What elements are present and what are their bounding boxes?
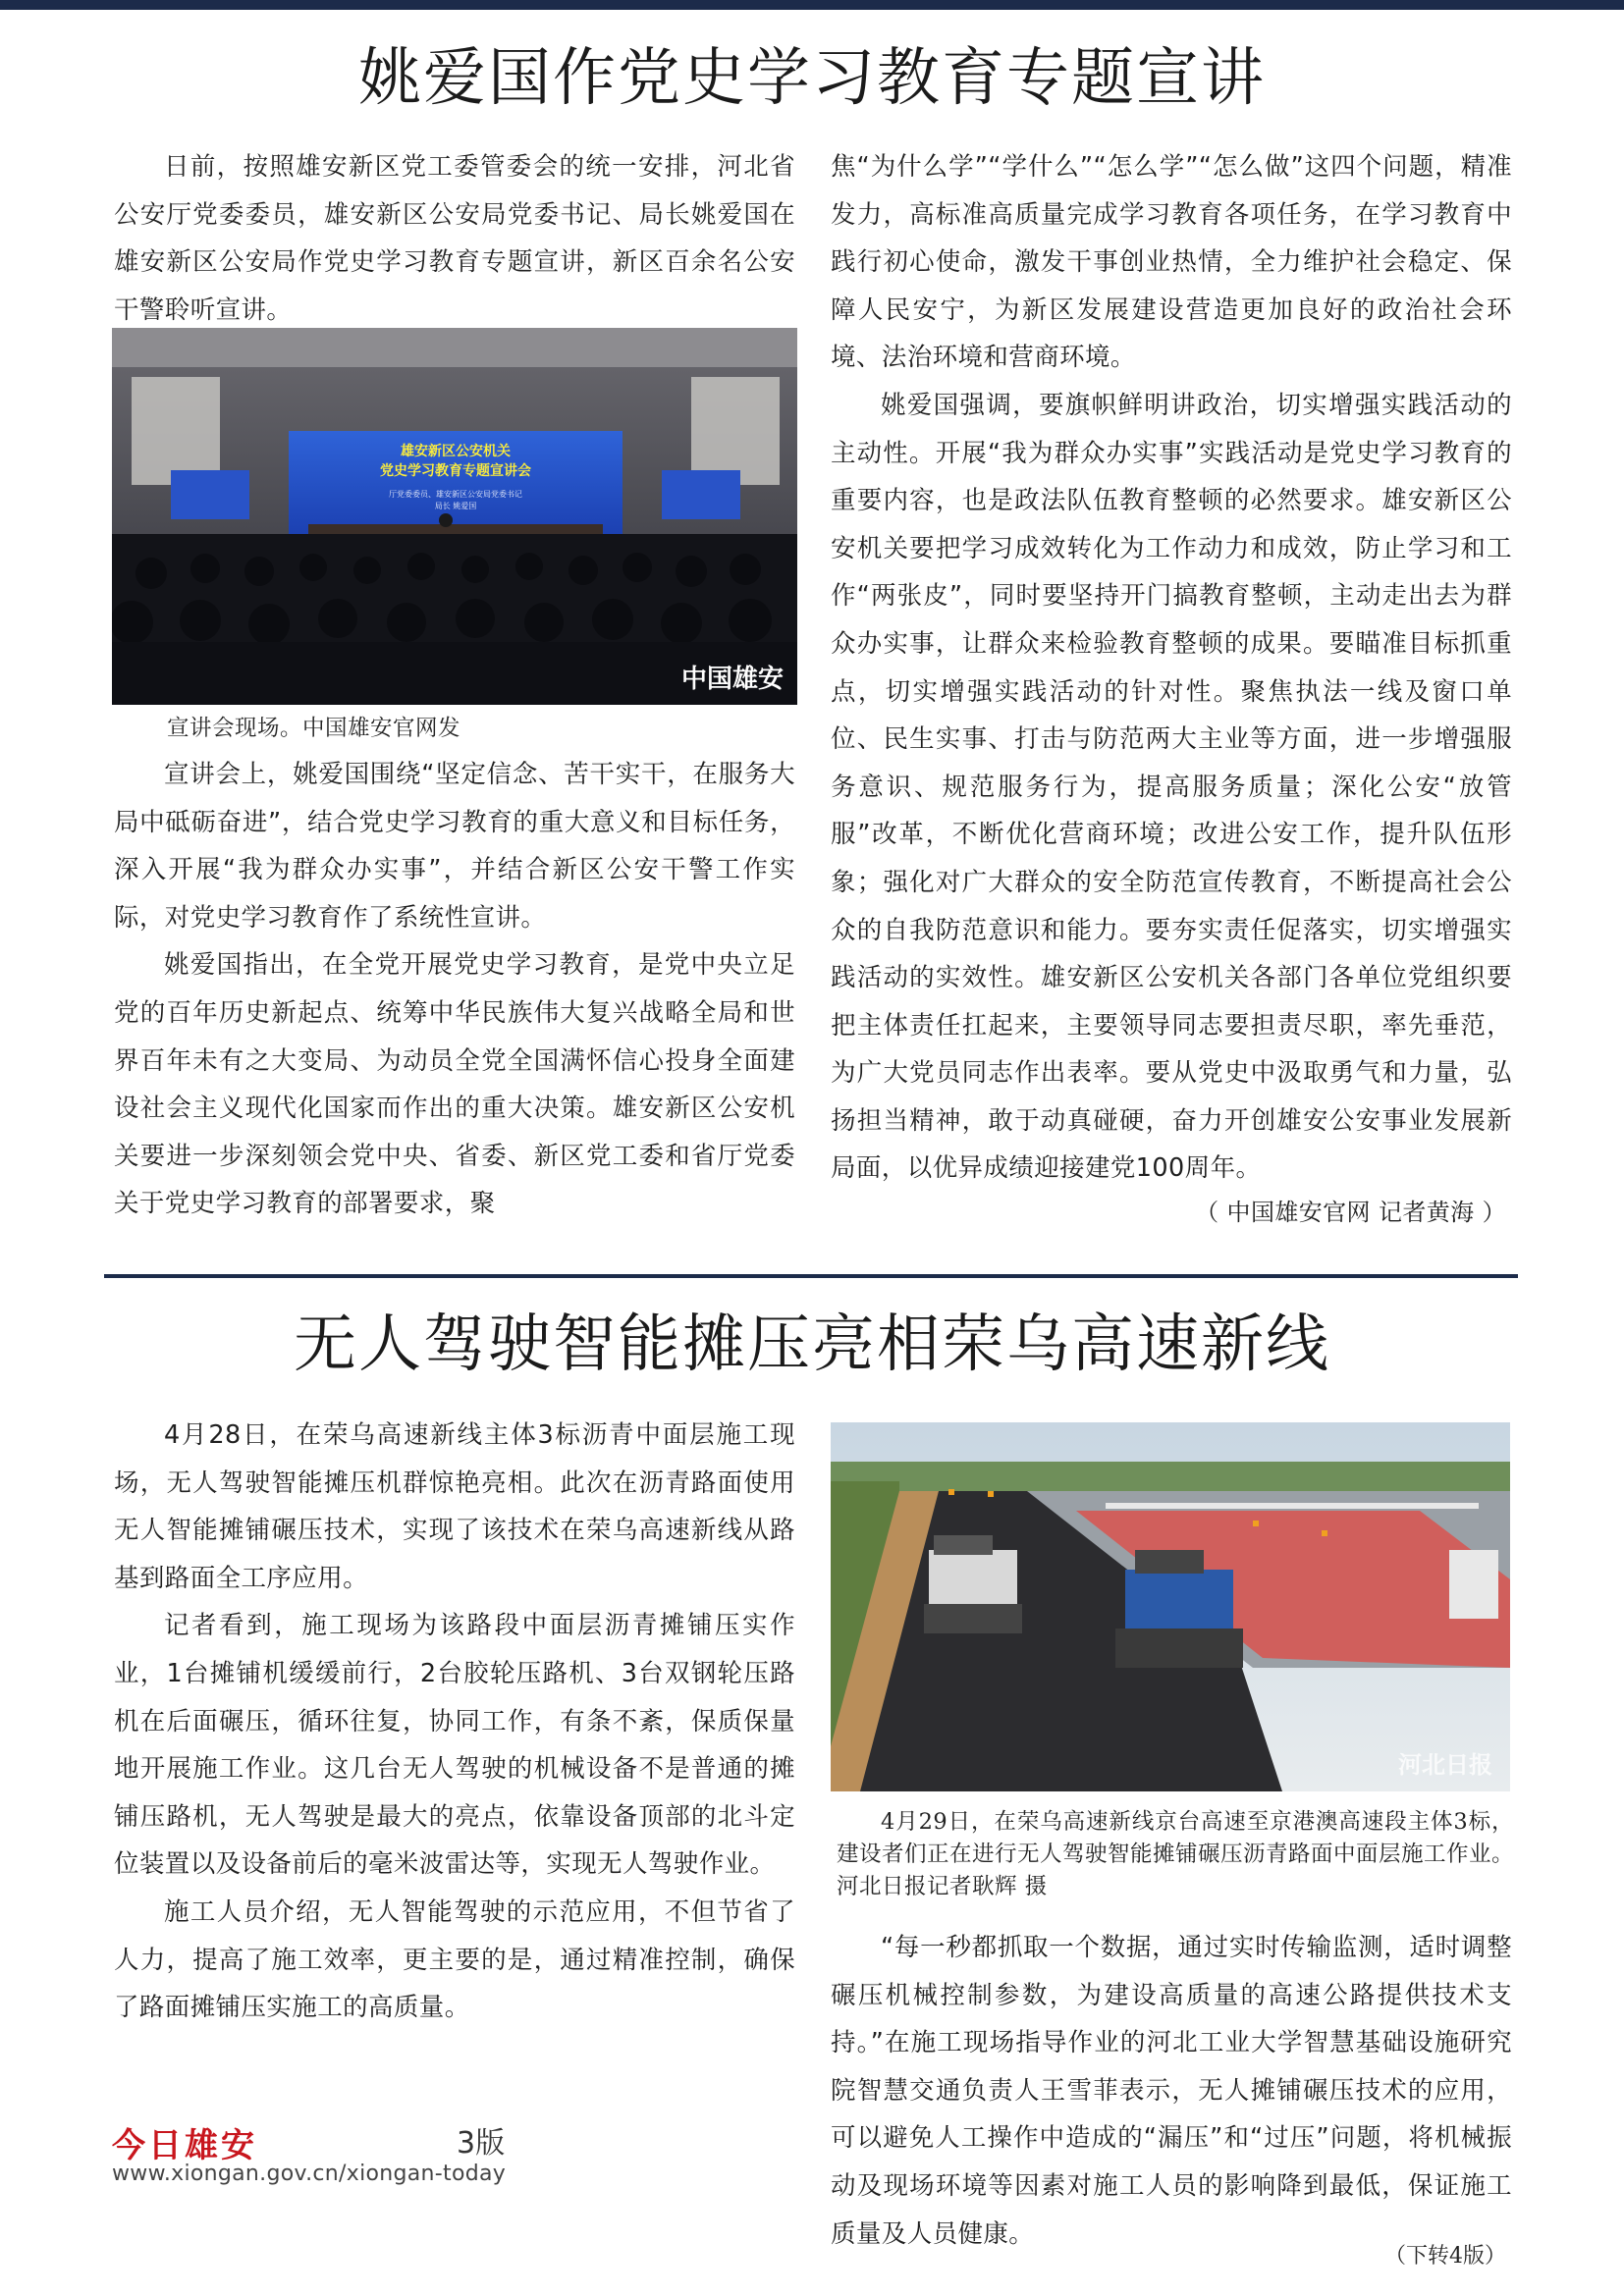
screen-line-3: 厅党委委员、雄安新区公安局党委书记: [389, 490, 522, 499]
edition-number: 3版: [457, 2126, 506, 2161]
article2-paragraph: 记者看到，施工现场为该路段中面层沥青摊铺压实作业，1台摊铺机缓缓前行，2台胶轮压路机、3台双钢轮压路机在后面碾压，循环往复，协同工作，有条不紊，保质保量地开展施工作业。这几台无人驾驶的机械设备不是普通的摊铺压路机，无人驾驶是最大的亮点，依靠设备顶部的北斗定位装置以及设备前后的毫米波雷达等，实现无人驾驶作业。: [114, 1611, 795, 1880]
road-paving-photo: [831, 1422, 1510, 1791]
article1-paragraph: 焦“为什么学”“学什么”“怎么学”“怎么做”这四个问题，精准发力，高标准高质量完成学习教育各项任务，在学习教育中践行初心使命，激发干事创业热情，全力维护社会稳定、保障人民安宁，为新区发展建设营造更加良好的政治社会环境、法治环境和营商环境。: [831, 152, 1512, 373]
road-photo-caption: 4月29日，在荣乌高速新线京台高速至京港澳高速段主体3标，建设者们正在进行无人驾驶智能摊铺碾压沥青路面中面层施工作业。河北日报记者耿辉 摄: [837, 1809, 1515, 1899]
footer-url[interactable]: www.xiongan.gov.cn/xiongan-today: [112, 2162, 507, 2186]
article2-paragraph: 施工人员介绍，无人智能驾驶的示范应用，不但节省了人力，提高了施工效率，更主要的是，通过精准控制，确保了路面摊铺压实施工的高质量。: [114, 1896, 795, 2023]
article1-paragraph: 日前，按照雄安新区党工委管委会的统一安排，河北省公安厅党委委员，雄安新区公安局党委书记、局长姚爱国在雄安新区公安局作党史学习教育专题宣讲，新区百余名公安干警聆听宣讲。: [114, 152, 795, 325]
masthead-logo: 今日雄安: [112, 2126, 257, 2165]
article1-signature: （ 中国雄安官网 记者黄海 ）: [1195, 1199, 1506, 1227]
article1-right-column: [831, 143, 1512, 1232]
article2-right-column: [831, 1924, 1512, 2258]
article2-title: 无人驾驶智能摊压亮相荣乌高速新线: [294, 1308, 1330, 1381]
roller-1: [924, 1535, 1022, 1633]
article2-paragraph: “每一秒都抓取一个数据，通过实时传输监测，适时调整碾压机械控制参数，为建设高质量的高速公路提供技术支持。”在施工现场指导作业的河北工业大学智慧基础设施研究院智慧交通负责人王雪菲表示，无人摊铺碾压技术的应用，可以避免人工操作中造成的“漏压”和“过压”问题，将机械振动及现场环境等因素对施工人员的影响降到最低，保证施工质量及人员健康。: [831, 1933, 1512, 2249]
photo-watermark: 河北日报: [1398, 1750, 1492, 1779]
screen-line-1: 雄安新区公安机关: [401, 444, 511, 459]
article1-title: 姚爱国作党史学习教育专题宣讲: [358, 42, 1266, 115]
article2-left-column: [114, 1412, 795, 2032]
top-color-bar: [0, 0, 1624, 10]
article1-paragraph: 姚爱国强调，要旗帜鲜明讲政治，切实增强实践活动的主动性。开展“我为群众办实事”实践活动是党史学习教育的重要内容，也是政法队伍教育整顿的必然要求。雄安新区公安机关要把学习成效转化为工作动力和成效，防止学习和工作“两张皮”，同时要坚持开门搞教育整顿，主动走出去为群众办实事，让群众来检验教育整顿的成果。要瞄准目标抓重点，切实增强实践活动的针对性。聚焦执法一线及窗口单位、民生实事、打击与防范两大主业等方面，进一步增强服务意识、规范服务行为，提高服务质量；深化公安“放管服”改革，不断优化营商环境；改进公安工作，提升队伍形象；强化对广大群众的安全防范宣传教育，不断提高社会公众的自我防范意识和能力。要夯实责任促落实，切实增强实践活动的实效性。雄安新区公安机关各部门各单位党组织要把主体责任扛起来，主要领导同志要担责尽职，率先垂范，为广大党员同志作出表率。要从党史中汲取勇气和力量，弘扬担当精神，敢于动真碰硬，奋力开创雄安公安事业发展新局面，以优异成绩迎接建党100周年。: [831, 390, 1512, 1184]
article1-paragraph: 姚爱国指出，在全党开展党史学习教育，是党中央立足党的百年历史新起点、统筹中华民族伟大复兴战略全局和世界百年未有之大变局、为动员全党全国满怀信心投身全面建设社会主义现代化国家而作出的重大决策。雄安新区公安机关要进一步深刻领会党中央、省委、新区党工委和省厅党委关于党史学习教育的部署要求，聚: [114, 950, 795, 1219]
article-divider: [104, 1274, 1518, 1278]
road-paving-illustration: [831, 1422, 1510, 1791]
screen-line-2: 党史学习教育专题宣讲会: [380, 463, 531, 479]
lecture-photo-caption: 宣讲会现场。中国雄安官网发: [167, 716, 461, 741]
article1-paragraph: 宣讲会上，姚爱国围绕“坚定信念、苦干实干，在服务大局中砥砺奋进”，结合党史学习教育的重大意义和目标任务，深入开展“我为群众办实事”，并结合新区公安干警工作实际，对党史学习教育作了系统性宣讲。: [114, 760, 795, 933]
screen-line-4: 局长 姚爱国: [434, 502, 477, 510]
photo-watermark: 中国雄安: [680, 665, 784, 694]
article2-paragraph: 4月28日，在荣乌高速新线主体3标沥青中面层施工现场，无人驾驶智能摊压机群惊艳亮相。此次在沥青路面使用无人智能摊铺碾压技术，实现了该技术在荣乌高速新线从路基到路面全工序应用。: [114, 1420, 795, 1593]
lecture-photo: [112, 328, 797, 705]
article1-left-column: [114, 143, 795, 334]
continued-note: （下转4版）: [1384, 2244, 1506, 2269]
article1-left-column-lower: [114, 751, 795, 1228]
lecture-hall-illustration: [112, 328, 797, 705]
